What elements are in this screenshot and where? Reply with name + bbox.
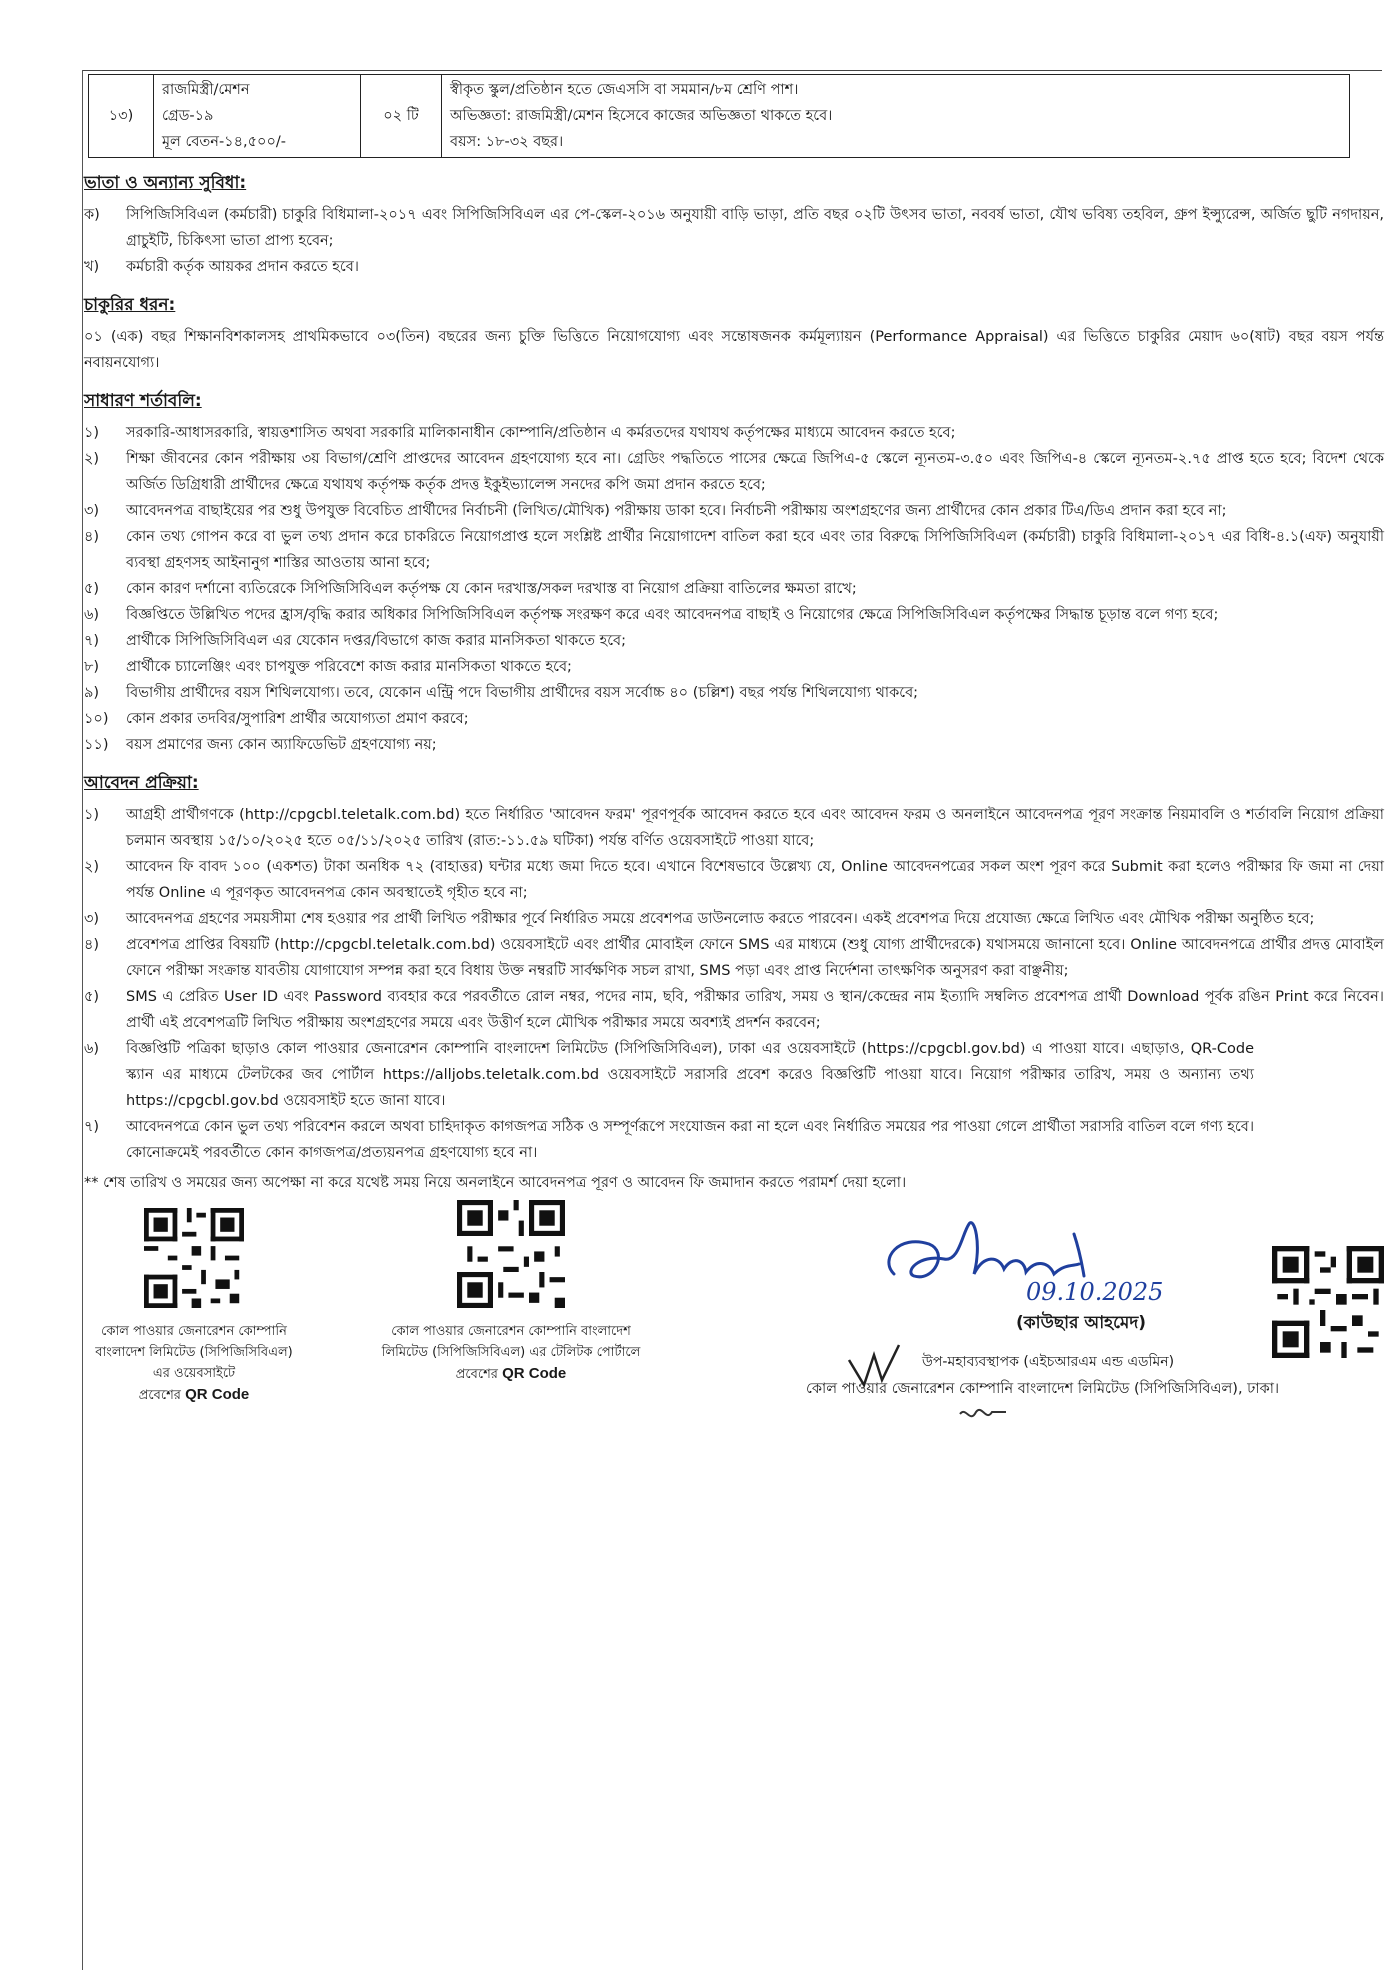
post-name-cell: [154, 75, 361, 158]
requirement-age: বয়স: ১৮-৩২ বছর।: [450, 134, 564, 150]
item-number: ৩): [84, 503, 100, 519]
list-item: [84, 420, 1384, 446]
item-text: আবেদনপত্র গ্রহণের সময়সীমা শেষ হওয়ার পর প্রার্থী লিখিত পরীক্ষার পূর্বে নির্ধারিত সময়ে প্রবেশপত্র ডাউনলোড করতে পারবেন। একই প্রবেশপত্র দিয়ে প্রযোজ্য ক্ষেত্রে লিখিত এবং মৌখিক পরীক্ষা অনুষ্ঠিত হবে;: [126, 911, 1315, 927]
left-margin-line: [82, 70, 83, 1970]
item-number: ১১): [84, 737, 109, 753]
item-number: ৯): [84, 685, 100, 701]
list-item: [84, 602, 1384, 628]
item-number: ৩): [84, 911, 100, 927]
initial-mark: [956, 1402, 1016, 1426]
benefits-title: ভাতা ও অন্যান্য সুবিধা:: [84, 173, 247, 193]
list-item: [84, 654, 1384, 680]
job-type-text: ০১ (এক) বছর শিক্ষানবিশকালসহ প্রাথমিকভাবে ০৩(তিন) বছরের জন্য চুক্তি ভিত্তিতে নিয়োগযোগ্য এবং সন্তোষজনক কর্মমূল্যায়ন (Performance Appraisal) এর ভিত্তিতে চাকুরির মেয়াদ ৬০(ষাট) বছর বয়স পর্যন্ত নবায়নযোগ্য।: [84, 329, 1384, 371]
item-text: সরকারি-আধাসরকারি, স্বায়ত্তশাসিত অথবা সরকারি মালিকানাধীন কোম্পানি/প্রতিষ্ঠান এ কর্মরতদের যথাযথ কর্তৃপক্ষের মাধ্যমে আবেদন করতে হবে;: [126, 425, 956, 441]
item-text: কোন প্রকার তদবির/সুপারিশ প্রার্থীর অযোগ্যতা প্রমাণ করবে;: [126, 711, 469, 727]
qr-caption-line: লিমিটেড (সিপিজিসিবিএল) এর টেলিটক পোর্টালে: [381, 1345, 641, 1360]
list-item: [84, 854, 1384, 906]
qr-caption-line: [84, 1384, 304, 1406]
list-item: [84, 932, 1384, 984]
item-text: বয়স প্রমাণের জন্য কোন অ্যাফিডেভিট গ্রহণযোগ্য নয়;: [126, 737, 437, 753]
post-count-cell: ০২ টি: [361, 75, 442, 158]
item-text: প্রার্থীকে সিপিজিসিবিএল এর যেকোন দপ্তর/বিভাগে কাজ করার মানসিকতা থাকতে হবে;: [126, 633, 626, 649]
general-terms-section: [84, 388, 1384, 758]
list-item: [84, 1114, 1384, 1166]
list-item: [84, 254, 1384, 280]
item-number: ৫): [84, 989, 100, 1005]
item-text: প্রবেশপত্র প্রাপ্তির বিষয়টি (http://cpgcbl.teletalk.com.bd) ওয়েবসাইটে এবং প্রার্থীর মোবাইল ফোনে SMS এর মাধ্যমে (শুধু যোগ্য প্রার্থীদেরকে) যথাসময়ে জানানো হবে। Online আবেদনপত্রে প্রার্থীর প্রদত্ত মোবাইল ফোনে পরীক্ষা সংক্রান্ত যাবতীয় যোগাযোগ সম্পন্ন করা হবে বিধায় উক্ত নম্বরটি সার্বক্ষণিক সচল রাখা, SMS পড়া এবং প্রাপ্ত নির্দেশনা তাৎক্ষণিক অনুসরণ করা বাঞ্ছনীয়;: [126, 937, 1384, 979]
post-name: রাজমিস্ত্রী/মেশন: [162, 82, 250, 98]
list-item: [84, 1036, 1384, 1114]
job-type-section: [84, 292, 1384, 376]
item-text: আবেদন ফি বাবদ ১০০ (একশত) টাকা অনধিক ৭২ (বাহাত্তর) ঘন্টার মধ্যে জমা দিতে হবে। এখানে বিশেষভাবে উল্লেখ্য যে, Online আবেদনপত্রের সকল অংশ পূরণ করে Submit করা হলেও পরীক্ষার ফি জমা না দেয়া পর্যন্ত Online এ পূরণকৃত আবেদনপত্র কোন অবস্থাতেই গৃহীত হবে না;: [126, 859, 1384, 901]
list-item: [84, 906, 1384, 932]
qr-caption-label: QR Code: [185, 1386, 250, 1403]
footer: [84, 1200, 1384, 1430]
item-number: ৬): [84, 1041, 100, 1057]
item-number: ২): [84, 859, 100, 875]
signature-date: 09.10.2025: [1026, 1278, 1164, 1306]
item-number: ১): [84, 425, 100, 441]
requirement-experience: অভিজ্ঞতা: রাজমিস্ত্রী/মেশন হিসেবে কাজের অভিজ্ঞতা থাকতে হবে।: [450, 108, 833, 124]
qr-caption-line: কোল পাওয়ার জেনারেশন কোম্পানি: [101, 1324, 287, 1339]
item-text: কর্মচারী কর্তৃক আয়কর প্রদান করতে হবে।: [126, 259, 359, 275]
list-item: [84, 628, 1384, 654]
list-item: [84, 576, 1384, 602]
list-item: [84, 802, 1384, 854]
requirement-education: স্বীকৃত স্কুল/প্রতিষ্ঠান হতে জেএসসি বা সমমান/৮ম শ্রেণি পাশ।: [450, 82, 799, 98]
qr-caption-label: QR Code: [502, 1365, 567, 1382]
portal-qr-code-icon: [457, 1200, 565, 1308]
item-text: কোন কারণ দর্শানো ব্যতিরেকে সিপিজিসিবিএল কর্তৃপক্ষ যে কোন দরখাস্ত/সকল দরখাস্ত বা নিয়োগ প্রক্রিয়া বাতিলের ক্ষমতা রাখে;: [126, 581, 857, 597]
item-text: আবেদনপত্রে কোন ভুল তথ্য পরিবেশন করলে অথবা চাহিদাকৃত কাগজপত্র সঠিক ও সম্পূর্ণরূপে সংযোজন করা না হলে এবং নির্ধারিত সময়ের পর পাওয়া গেলে প্রার্থীতা সরাসরি বাতিল বলে গণ্য হবে। কোনোক্রমেই পরবর্তীতে কোন কাগজপত্র/প্রত্যয়নপত্র গ্রহণযোগ্য হবে না।: [126, 1119, 1254, 1161]
item-number: খ): [84, 259, 100, 275]
general-terms-title: সাধারণ শর্তাবলি:: [84, 391, 202, 411]
list-item: [84, 732, 1384, 758]
item-text: আগ্রহী প্রার্থীগণকে (http://cpgcbl.teletalk.com.bd) হতে নির্ধারিত 'আবেদন ফরম' পূরণপূর্বক আবেদন করতে হবে এবং আবেদন ফরম ও অনলাইনে আবেদনপত্র পূরণ সংক্রান্ত নিয়মাবলি ও শর্তাবলি নিয়োগ প্রক্রিয়া চলমান অবস্থায় ১৫/১০/২০২৫ হতে ০৫/১১/২০২৫ তারিখ (রাত:-১১.৫৯ ঘটিকা) পর্যন্ত বর্ণিত ওয়েবসাইটে পাওয়া যাবে;: [126, 807, 1384, 849]
document-page: [84, 74, 1384, 1430]
item-text: বিজ্ঞপ্তিতে উল্লিখিত পদের হ্রাস/বৃদ্ধি করার অধিকার সিপিজিসিবিএল কর্তৃপক্ষ সংরক্ষণ করে এবং আবেদনপত্র বাছাই ও নিয়োগের ক্ষেত্রে সিপিজিসিবিএল কর্তৃপক্ষের সিদ্ধান্ত চূড়ান্ত বলে গণ্য হবে;: [126, 607, 1219, 623]
serial-cell: ১৩): [89, 75, 154, 158]
website-qr-code-icon: [144, 1208, 244, 1308]
website-qr-block: [84, 1208, 304, 1406]
post-salary: মূল বেতন-১৪,৫০০/-: [162, 134, 286, 150]
list-item: [84, 706, 1384, 732]
list-item: [84, 680, 1384, 706]
top-border: [82, 70, 1382, 71]
item-number: ৭): [84, 633, 100, 649]
qr-caption-line: কোল পাওয়ার জেনারেশন কোম্পানি বাংলাদেশ: [391, 1324, 631, 1339]
signature-block: [724, 1200, 1384, 1430]
item-text: শিক্ষা জীবনের কোন পরীক্ষায় ৩য় বিভাগ/শ্রেণি প্রাপ্তদের আবেদন গ্রহণযোগ্য হবে না। গ্রেডিং পদ্ধতিতে পাসের ক্ষেত্রে জিপিএ-৫ স্কেলে ন্যূনতম-৩.৫০ এবং জিপিএ-৪ স্কেলে ন্যূনতম-২.৭৫ প্রাপ্ত হতে হবে; বিদেশ থেকে অর্জিত ডিগ্রিধারী প্রার্থীদের ক্ষেত্রে যথাযথ কর্তৃপক্ষ কর্তৃক প্রদত্ত ইকুইভ্যালেন্স সনদের কপি জমা প্রদান করতে হবে;: [126, 451, 1384, 493]
list-item: [84, 446, 1384, 498]
application-process-title: আবেদন প্রক্রিয়া:: [84, 773, 199, 793]
item-number: ৬): [84, 607, 100, 623]
item-number: ৪): [84, 937, 100, 953]
signatory-name: (কাউছার আহমেদ): [1016, 1313, 1147, 1333]
item-number: ৮): [84, 659, 100, 675]
item-number: ৭): [84, 1119, 100, 1135]
item-number: ১): [84, 807, 100, 823]
list-item: [84, 984, 1384, 1036]
item-text: আবেদনপত্র বাছাইয়ের পর শুধু উপযুক্ত বিবেচিত প্রার্থীদের নির্বাচনী (লিখিত/মৌখিক) পরীক্ষায় ডাকা হবে। নির্বাচনী পরীক্ষায় অংশগ্রহণের জন্য প্রার্থীদের কোন প্রকার টিএ/ডিএ প্রদান করা হবে না;: [126, 503, 1227, 519]
qr-caption-prefix: প্রবেশের: [138, 1388, 181, 1403]
signatory-organization: কোল পাওয়ার জেনারেশন কোম্পানি বাংলাদেশ লিমিটেড (সিপিজিসিবিএল), ঢাকা।: [806, 1381, 1280, 1397]
list-item: [84, 498, 1384, 524]
item-text: SMS এ প্রেরিত User ID এবং Password ব্যবহার করে পরবর্তীতে রোল নম্বর, পদের নাম, ছবি, পরীক্ষার তারিখ, সময় ও স্থান/কেন্দ্রের নাম ইত্যাদি সম্বলিত প্রবেশপত্র প্রার্থী Download পূর্বক রঙিন Print করে নিবেন। প্রার্থী এই প্রবেশপত্রটি লিখিত পরীক্ষায় অংশগ্রহণের সময়ে এবং উত্তীর্ণ হলে মৌখিক পরীক্ষার সময়ে অবশ্যই প্রদর্শন করবেন;: [126, 989, 1384, 1031]
teletalk-portal-qr-block: [366, 1200, 656, 1385]
item-number: ৫): [84, 581, 100, 597]
application-process-section: [84, 770, 1384, 1166]
item-text: সিপিজিসিবিএল (কর্মচারী) চাকুরি বিধিমালা-২০১৭ এবং সিপিজিসিবিএল এর পে-স্কেল-২০১৬ অনুযায়ী বাড়ি ভাড়া, প্রতি বছর ০২টি উৎসব ভাতা, নববর্ষ ভাতা, যৌথ ভবিষ্য তহবিল, গ্রুপ ইন্স্যুরেন্স, অর্জিত ছুটি নগদায়ন, গ্রাচুইটি, চিকিৎসা ভাতা প্রাপ্য হবেন;: [126, 207, 1384, 249]
list-item: [84, 202, 1384, 254]
requirements-cell: [442, 75, 1350, 158]
job-type-title: চাকুরির ধরন:: [84, 295, 176, 315]
qr-caption-prefix: প্রবেশের: [455, 1367, 498, 1382]
post-grade: গ্রেড-১৯: [162, 108, 214, 124]
item-number: ২): [84, 451, 100, 467]
benefits-section: [84, 170, 1384, 280]
item-text: প্রার্থীকে চ্যালেঞ্জিং এবং চাপযুক্ত পরিবেশে কাজ করার মানসিকতা থাকতে হবে;: [126, 659, 572, 675]
qr-caption-line: [366, 1363, 656, 1385]
item-text: কোন তথ্য গোপন করে বা ভুল তথ্য প্রদান করে চাকরিতে নিয়োগপ্রাপ্ত হলে সংশ্লিষ্ট প্রার্থীর নিয়োগাদেশ বাতিল করা হবে এবং তার বিরুদ্ধে সিপিজিসিবিএল (কর্মচারী) চাকুরি বিধিমালা-২০১৭ এর বিধি-৪.১(এফ) অনুযায়ী ব্যবস্থা গ্রহণসহ আইনানুগ শাস্তির আওতায় আনা হবে;: [126, 529, 1384, 571]
item-number: ক): [84, 207, 100, 223]
item-number: ৪): [84, 529, 100, 545]
deadline-note: ** শেষ তারিখ ও সময়ের জন্য অপেক্ষা না করে যথেষ্ট সময় নিয়ে অনলাইনে আবেদনপত্র পূরণ ও আবেদন ফি জমাদান করতে পরামর্শ দেয়া হলো।: [84, 1175, 907, 1191]
qr-caption-line: এর ওয়েবসাইটে: [152, 1366, 236, 1381]
item-text: বিজ্ঞপ্তিটি পত্রিকা ছাড়াও কোল পাওয়ার জেনারেশন কোম্পানি বাংলাদেশ লিমিটেড (সিপিজিসিবিএল), ঢাকা এর ওয়েবসাইটে (https://cpgcbl.gov.bd) এ পাওয়া যাবে। এছাড়াও, QR-Code স্ক্যান এর মাধ্যমে টেলটকের জব পোর্টাল https://alljobs.teletalk.com.bd ওয়েবসাইটে সরাসরি প্রবেশ করেও বিজ্ঞপ্তিটি পাওয়া যাবে। নিয়োগ পরীক্ষার তারিখ, সময় ও অন্যান্য তথ্য https://cpgcbl.gov.bd ওয়েবসাইট হতে জানা যাবে।: [126, 1041, 1254, 1109]
item-number: ১০): [84, 711, 109, 727]
signatory-title: উপ-মহাব্যবস্থাপক (এইচআরএম এন্ড এডমিন): [922, 1354, 1175, 1370]
list-item: [84, 524, 1384, 576]
table-row: [89, 75, 1350, 158]
qr-caption-line: বাংলাদেশ লিমিটেড (সিপিজিসিবিএল): [95, 1345, 293, 1360]
item-text: বিভাগীয় প্রার্থীদের বয়স শিথিলযোগ্য। তবে, যেকোন এন্ট্রি পদে বিভাগীয় প্রার্থীদের বয়স সর্বোচ্চ ৪০ (চল্লিশ) বছর পর্যন্ত শিথিলযোগ্য থাকবে;: [126, 685, 919, 701]
post-table: [88, 74, 1350, 158]
